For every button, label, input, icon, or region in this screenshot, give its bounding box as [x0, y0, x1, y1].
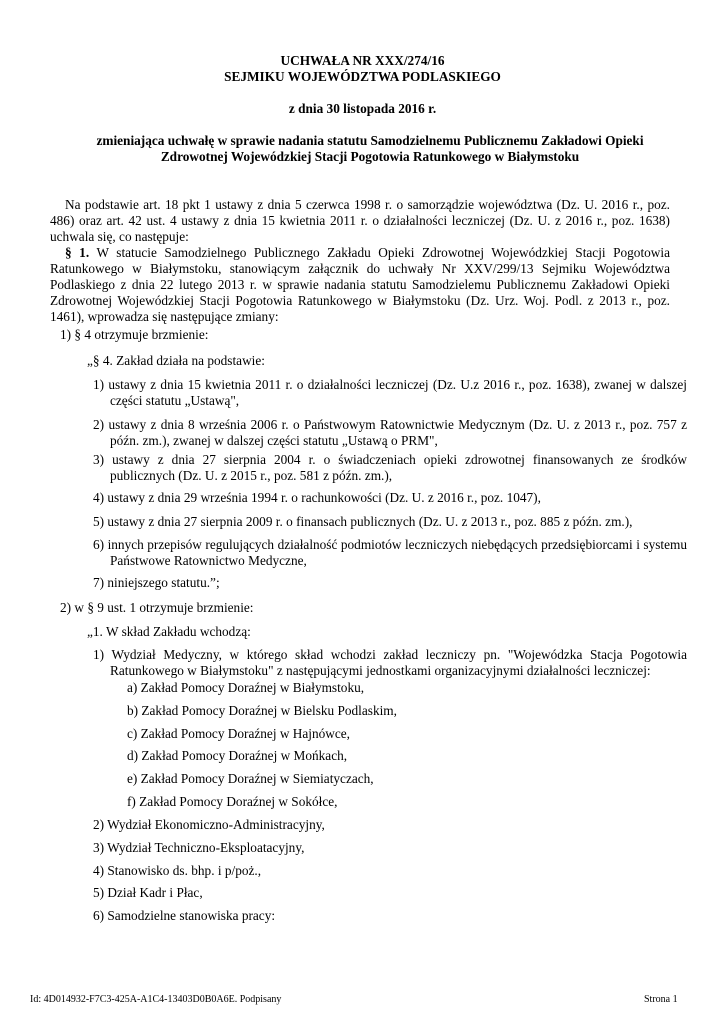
change-1-quote-intro: „§ 4. Zakład działa na podstawie: [87, 353, 265, 368]
organizational-unit-item: 4) Stanowisko ds. bhp. i p/poż., [93, 863, 262, 878]
section-1-paragraph [50, 245, 670, 325]
change-1-label: 1) § 4 otrzymuje brzmienie: [60, 327, 209, 342]
organizational-unit-item: 5) Dział Kadr i Płac, [93, 885, 203, 900]
change-2-label: 2) w § 9 ust. 1 otrzymuje brzmienie: [60, 600, 254, 615]
emergency-unit-item: e) Zakład Pomocy Doraźnej w Siemiatyczach, [127, 771, 374, 786]
resolution-date: z dnia 30 listopada 2016 r. [288, 101, 437, 116]
legal-basis-item: 6) innych przepisów regulujących działalność podmiotów leczniczych niebędących przedsiębiorcami i systemu Państwowe Ratownictwo Medyczne, [93, 537, 687, 568]
section-1-label: § 1. [65, 245, 90, 260]
organizational-unit-item: 6) Samodzielne stanowiska pracy: [93, 908, 276, 923]
organizational-unit-item: 3) Wydział Techniczno-Eksploatacyjny, [93, 840, 305, 855]
page-number: Strona 1 [644, 994, 678, 1005]
emergency-unit-item: d) Zakład Pomocy Doraźnej w Mońkach, [127, 748, 348, 763]
legal-basis-paragraph: Na podstawie art. 18 pkt 1 ustawy z dnia 5 czerwca 1998 r. o samorządzie województwa (Dz. U. 2016 r., poz. 486) oraz art. 42 ust. 4 ustawy z dnia 15 kwietnia 2011 r. o działalności leczniczej (Dz. U. z 2016 r., poz. 1638) uchwala się, co następuje: [50, 197, 670, 244]
change-2-quote-intro: „1. W skład Zakładu wchodzą: [87, 624, 251, 639]
legal-basis-item: 2) ustawy z dnia 8 września 2006 r. o Państwowym Ratownictwie Medycznym (Dz. U. z 2013 r., poz. 757 z późn. zm.), zwanej w dalszej części statutu „Ustawą o PRM", [93, 417, 687, 448]
legal-basis-item: 3) ustawy z dnia 27 sierpnia 2004 r. o świadczeniach opieki zdrowotnej finansowanych ze środków publicznych (Dz. U. z 2015 r., poz. 581 z późn. zm.), [93, 452, 687, 483]
organizational-unit-item: 1) Wydział Medyczny, w którego skład wchodzi zakład leczniczy pn. "Wojewódzka Stacja Pogotowia Ratunkowego w Białymstoku" z następującymi jednostkami organizacyjnymi działalności leczniczej: [93, 647, 687, 678]
emergency-unit-item: c) Zakład Pomocy Doraźnej w Hajnówce, [127, 726, 351, 741]
resolution-subject: zmieniająca uchwałę w sprawie nadania statutu Samodzielnemu Publicznemu Zakładowi Opieki Zdrowotnej Wojewódzkiej Stacji Pogotowia Ratunkowego w Białymstoku [96, 133, 644, 164]
organizational-unit-item: 2) Wydział Ekonomiczno-Administracyjny, [93, 817, 325, 832]
document-id-footer: Id: 4D014932-F7C3-425A-A1C4-13403D0B0A6E. Podpisany [30, 994, 282, 1005]
legal-basis-item: 5) ustawy z dnia 27 sierpnia 2009 r. o finansach publicznych (Dz. U. z 2013 r., poz. 885 z późn. zm.), [93, 514, 633, 529]
legal-basis-item: 1) ustawy z dnia 15 kwietnia 2011 r. o działalności leczniczej (Dz. U.z 2016 r., poz. 1638), zwanej w dalszej części statutu „Ustawą", [93, 377, 687, 408]
emergency-unit-item: f) Zakład Pomocy Doraźnej w Sokółce, [127, 794, 338, 809]
council-name: SEJMIKU WOJEWÓDZTWA PODLASKIEGO [224, 69, 501, 84]
legal-basis-item: 7) niniejszego statutu.”; [93, 575, 220, 590]
legal-basis-item: 4) ustawy z dnia 29 września 1994 r. o rachunkowości (Dz. U. z 2016 r., poz. 1047), [93, 490, 541, 505]
emergency-unit-item: a) Zakład Pomocy Doraźnej w Białymstoku, [127, 680, 365, 695]
resolution-title: UCHWAŁA NR XXX/274/16 [280, 53, 445, 68]
emergency-unit-item: b) Zakład Pomocy Doraźnej w Bielsku Podlaskim, [127, 703, 397, 718]
section-1-text: W statucie Samodzielnego Publicznego Zakładu Opieki Zdrowotnej Wojewódzkiej Stacji Pogotowia Ratunkowego w Białymstoku, stanowiącym załącznik do uchwały Nr XXV/299/13 Sejmiku Województwa Podlaskiego z dnia 22 lutego 2013 r. w sprawie nadania statutu Samodzielemu Publicznemu Zakładowi Opieki Zdrowotnej Wojewódzkiej Stacji Pogotowia Ratunkowego w Białymstoku (Dz. Urz. Woj. Podl. z 2013 r., poz. 1461), wprowadza się następujące zmiany: [50, 245, 670, 324]
